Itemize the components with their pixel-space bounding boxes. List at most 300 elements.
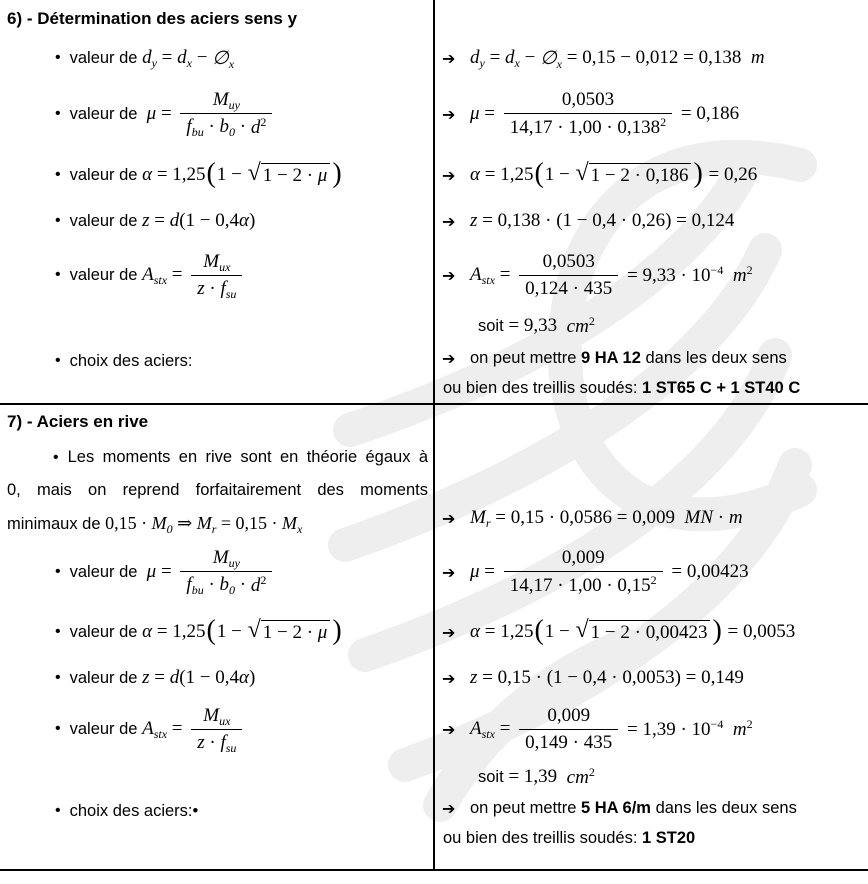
denominator [180,571,272,597]
formula-math [142,667,255,689]
inline-math [105,513,303,536]
arrow-icon: ➔ [442,165,456,185]
math-variable: z [197,731,205,753]
math-variable: μ [317,621,328,643]
math-text: 0,149 · 435 [525,731,613,753]
math-text: = [479,561,500,582]
radical-sign: √ [575,616,589,643]
math-text: $14,17 \cdot 1,00 \cdot 0,15^2$ [509,573,657,596]
result-line [442,251,753,300]
arrow-icon: ➔ [442,104,456,124]
arrow-icon: ➔ [442,349,456,368]
math-subscript: bu [191,125,204,139]
math-variable: m [750,47,765,68]
math-text: 0,0503 [542,250,595,272]
arrow-icon: ➔ [442,719,456,739]
math-variable: $M_x$ [282,513,303,536]
item-label: valeur de [69,622,143,641]
math-text: · [203,574,220,595]
left-cell [0,658,434,698]
math-superscript: 2 [650,573,657,587]
math-text: 0,124 · 435 [525,277,613,299]
math-text: = [167,718,188,739]
math-variable: z [142,210,150,231]
bullet-icon: • [55,720,61,737]
result-math [470,251,753,300]
result-lines [442,349,800,398]
item-label: choix des aciers:• [69,802,199,820]
result-text: on peut mettre [470,799,581,817]
math-variable: $\emptyset_x$ [540,47,562,71]
column-divider [433,0,435,871]
bullet-icon: • [55,266,61,283]
math-variable: $M_{uy}$ [212,547,240,570]
math-subscript: uy [228,556,240,570]
math-subscript: stx [153,273,168,287]
big-paren: ( [206,615,216,646]
math-text: · [203,116,220,137]
left-cell [0,78,434,150]
math-text: = [149,667,170,688]
denominator [504,571,663,597]
section-7-title: 7) - Aciers en rive [7,412,149,431]
math-subscript: bu [191,583,204,597]
math-text: = 0,15 · (1 − 0,4 · 0,0053) = 0,149 [477,667,744,688]
math-variable: $cm^2$ [566,313,595,337]
math-variable: $M_r$ [470,507,491,530]
math-subscript: 0 [229,125,236,139]
formula-math [142,210,255,232]
math-text: 0,009 [547,704,591,726]
item-label: choix des aciers: [69,352,193,370]
math-variable: $M_{ux}$ [203,704,231,728]
math-variable: $m^2$ [732,262,753,286]
math-text: 1 − [216,621,247,642]
math-text: − [191,47,213,68]
big-paren: ) [712,615,722,646]
radicand [261,163,331,188]
big-paren: ( [534,158,544,189]
math-text [723,264,733,286]
fraction [191,251,242,300]
arrow-icon: ➔ [442,508,456,528]
right-cell [434,38,868,78]
denominator [519,729,618,754]
big-paren: ( [206,158,216,189]
sqrt-radical [575,616,711,645]
arrow-icon: ➔ [442,211,456,231]
left-cell [0,308,434,344]
bullet-icon: • [55,669,61,686]
math-variable: $f_{su}$ [220,731,237,755]
math-text: (1 − 0,4 [179,210,239,231]
result-math [470,158,758,189]
math-variable: $f_{bu}$ [186,574,204,597]
result-text-line [443,379,800,398]
math-text: = 0,138 · (1 − 0,4 · 0,26) = 0,124 [477,210,735,231]
paragraph-text: minimaux de [7,515,106,533]
result-text: ou bien des treillis soudés: [443,379,643,397]
math-text: = 0,15 · [216,513,283,533]
result-line [442,547,749,597]
paragraph-line [7,441,428,474]
result-text: 1 ST65 C + 1 ST40 C [642,379,801,397]
result-math [470,507,743,529]
item-label: valeur de [69,265,143,284]
math-text: = [156,47,178,68]
math-variable: μ [317,164,328,186]
math-subscript: su [225,286,237,301]
math-text: = 9,33 [503,315,567,336]
math-superscript: 2 [588,313,595,328]
math-text: = [149,210,170,231]
math-text: = [156,103,177,124]
math-text: = $9,33 \cdot 10^{-4}$ [622,262,724,286]
left-cell [0,538,434,606]
math-variable: z [197,277,205,299]
math-text: 1 − 2 · 0,00423 [590,621,708,643]
math-variable: d [169,667,180,688]
math-variable: d [169,210,180,231]
math-variable: α [239,210,249,231]
bullet-icon: • [55,802,61,819]
math-text [723,718,733,740]
result-text: dans les deux sens [650,799,797,817]
radicand [589,163,692,188]
math-text: 1 − [216,164,247,185]
numerator [541,705,596,729]
math-text: ) [248,210,256,231]
arrow-icon: ➔ [442,622,456,642]
numerator [197,705,236,729]
radicand [261,620,331,645]
fraction [504,89,672,139]
math-subscript: x [186,56,192,70]
math-subscript: r [485,516,491,530]
radical-sign: √ [247,159,261,186]
denominator [504,113,672,139]
arrow-icon: ➔ [442,265,456,285]
math-text: − [519,47,541,68]
math-variable: $d_y$ [142,47,157,70]
result-math [470,89,739,139]
math-variable: $M_r$ [196,513,217,536]
right-cell [434,200,868,242]
fraction [191,705,242,754]
math-variable: $d_x$ [177,47,192,70]
paragraph-line [7,507,428,541]
result-text: dans les deux sens [640,349,787,367]
math-variable: $M_{uy}$ [212,89,240,112]
denominator [191,275,242,300]
left-cell [0,698,434,760]
math-text: 1 − 2 · 0,186 [590,164,689,186]
big-paren: ) [332,158,342,189]
math-text: · [204,277,221,299]
math-text: 1 − [544,164,575,185]
section-separator-rule [0,403,868,405]
math-variable: μ [146,103,157,124]
result-text: 1 ST20 [642,829,696,847]
math-subscript: x [556,56,562,71]
result-math [470,210,734,232]
math-text: = $1,39 \cdot 10^{-4}$ [622,716,724,740]
bullet-icon: • [55,105,61,122]
radical-sign: √ [247,616,261,643]
math-subscript: ux [219,713,231,728]
math-text: = 1,25 [152,621,206,642]
result-text-line [443,829,695,848]
math-variable: z [470,210,478,231]
math-variable: z [142,667,150,688]
math-text: $14,17 \cdot 1,00 \cdot 0,138^2$ [509,115,667,138]
math-subscript: ux [219,259,231,274]
radical-sign: √ [575,159,589,186]
math-text: ) [248,667,256,688]
big-paren: ) [693,158,703,189]
math-subscript: 0 [166,522,173,536]
math-text: · [713,507,729,528]
result-line [442,158,758,189]
left-cell [0,150,434,200]
math-variable: $b_0$ [219,116,236,139]
math-subscript: r [211,522,217,536]
result-line [442,615,796,646]
math-text: = 0,15 · 0,0586 = 0,009 [490,507,685,528]
arrow-icon: ➔ [442,48,456,68]
result-text: soit [478,767,504,786]
arrow-icon: ➔ [442,799,456,818]
math-variable: $d^2$ [250,573,267,596]
item-label: valeur de [69,668,143,687]
result-text-line [470,799,797,818]
math-text: = 0,15 − 0,012 = 0,138 [561,47,751,68]
right-cell [434,538,868,606]
sqrt-radical [247,616,331,645]
left-cell [0,760,434,794]
math-variable: $m^2$ [732,716,753,740]
math-superscript: 2 [260,115,267,129]
math-superscript: 2 [260,573,267,587]
result-line [442,705,753,754]
math-text: = 0,186 [676,103,740,124]
big-paren: ( [534,615,544,646]
soit-line [478,315,595,338]
item-label: valeur de [69,165,143,184]
math-variable: μ [470,103,480,124]
item-label: valeur de [69,211,143,230]
denominator [519,275,618,300]
result-line [442,210,734,232]
item-label: valeur de [69,719,143,738]
math-text: = [494,718,516,739]
result-lines [442,799,797,848]
sqrt-radical [247,159,331,188]
bullet-icon: • [55,623,61,640]
math-variable: α [239,667,249,688]
numerator [556,89,620,113]
result-text: ou bien des treillis soudés: [443,829,643,847]
result-math [470,547,749,597]
bullet-icon: • [55,212,61,229]
math-superscript: 2 [746,262,753,277]
math-text: = 0,26 [703,164,758,185]
math-subscript: su [225,740,237,755]
numerator [197,251,236,275]
math-superscript: 2 [660,115,667,129]
fraction [519,251,618,300]
formula-math [142,615,343,646]
radicand [589,620,711,645]
paragraph-line [7,474,428,507]
item-label: valeur de [69,562,147,581]
formula-math [142,158,343,189]
denominator [180,113,272,139]
math-variable: $cm^2$ [566,764,595,788]
math-text: 0,15 · [105,513,152,533]
math-text: = [167,264,188,285]
math-text: = 0,0053 [722,621,796,642]
math-variable: MN [684,507,714,528]
math-variable: $A_{stx}$ [142,264,168,287]
result-math [470,667,744,689]
right-cell [434,150,868,200]
math-text: = 1,25 [479,621,534,642]
math-variable: z [470,667,478,688]
math-subscript: stx [481,273,495,287]
result-text: 9 HA 12 [580,349,641,367]
math-text: = 1,25 [152,164,206,185]
math-variable: $d_y$ [470,47,485,70]
math-variable: α [470,164,480,185]
math-variable: $M_0$ [151,513,173,536]
left-cell [0,794,434,864]
arrow-icon: ➔ [442,668,456,688]
formula-math [142,47,234,70]
right-cell [434,606,868,658]
math-text: = 1,39 [503,766,567,787]
left-cell [0,242,434,308]
math-subscript: 0 [229,583,236,597]
right-cell [434,78,868,150]
math-superscript: −4 [710,716,724,731]
denominator [191,729,242,754]
math-variable: $d_x$ [505,47,520,70]
result-line [442,667,744,689]
numerator [207,547,246,571]
paragraph-text: 0, mais on reprend forfaitairement des moments [7,481,428,499]
result-math [470,705,753,754]
result-math [470,47,765,70]
math-variable: μ [146,561,157,582]
formula-math [142,705,246,754]
math-subscript: uy [228,98,240,112]
bullet-icon: • [55,166,61,183]
math-text: · [235,116,251,137]
math-variable: α [470,621,480,642]
result-text: soit [478,316,504,335]
math-text: = [479,103,500,124]
big-paren: ) [332,615,342,646]
left-cell [0,200,434,242]
math-text: = [484,47,506,68]
math-text: = [156,561,177,582]
result-text-line [470,349,787,368]
math-text: · [235,574,251,595]
math-superscript: 2 [588,764,595,779]
math-text: · [204,731,221,753]
sqrt-radical [575,159,692,188]
right-cell [434,344,868,404]
math-text: 1 − 2 · [262,621,318,643]
numerator [556,547,611,571]
left-cell [0,344,434,404]
math-subscript: stx [481,727,495,741]
paragraph-result [434,438,868,538]
right-cell [434,698,868,760]
math-text: (1 − 0,4 [179,667,239,688]
fraction [180,89,272,139]
result-line [442,47,765,70]
bullet-icon: • [55,49,61,66]
result-line [442,799,797,818]
math-subscript: y [479,56,485,70]
result-text: 5 HA 6/m [580,799,651,817]
bottom-rule [0,869,868,871]
math-text: = 0,00423 [666,561,749,582]
math-variable: α [142,164,153,185]
math-text: 0,009 [561,547,605,568]
math-superscript: −4 [710,262,724,277]
math-variable: $A_{stx}$ [470,264,495,287]
section-6-title: 6) - Détermination des aciers sens y [7,9,298,28]
bullet-icon: • [55,352,61,369]
math-variable: α [142,621,153,642]
result-line [442,829,797,848]
paragraph [0,438,434,538]
math-text: = [494,264,516,285]
math-variable: $\emptyset_x$ [212,47,235,71]
arrow-icon: ➔ [442,562,456,582]
fraction [504,547,663,597]
right-cell [434,658,868,698]
math-text: ⇒ [172,513,197,533]
formula-math [147,547,277,597]
result-line [442,379,800,398]
math-subscript: x [228,56,235,71]
fraction [180,547,272,597]
math-variable: $A_{stx}$ [142,718,168,741]
math-variable: $d^2$ [250,115,267,138]
numerator [537,251,601,275]
math-subscript: stx [153,727,168,741]
fraction [519,705,618,754]
math-text: 1 − [544,621,575,642]
math-variable: $A_{stx}$ [470,718,495,741]
math-variable: $b_0$ [219,574,236,597]
bullet-icon: • [55,563,61,580]
math-variable: $f_{su}$ [220,277,237,301]
result-math [470,615,796,646]
math-text: 1 − 2 · [262,164,318,186]
result-line [442,349,800,368]
soit-line [478,766,595,789]
math-variable: $f_{bu}$ [186,116,204,139]
paragraph-text: Les moments en rive sont en théorie égaux à [67,448,428,466]
math-variable: μ [470,561,480,582]
right-cell [434,760,868,794]
math-variable: m [728,507,743,528]
